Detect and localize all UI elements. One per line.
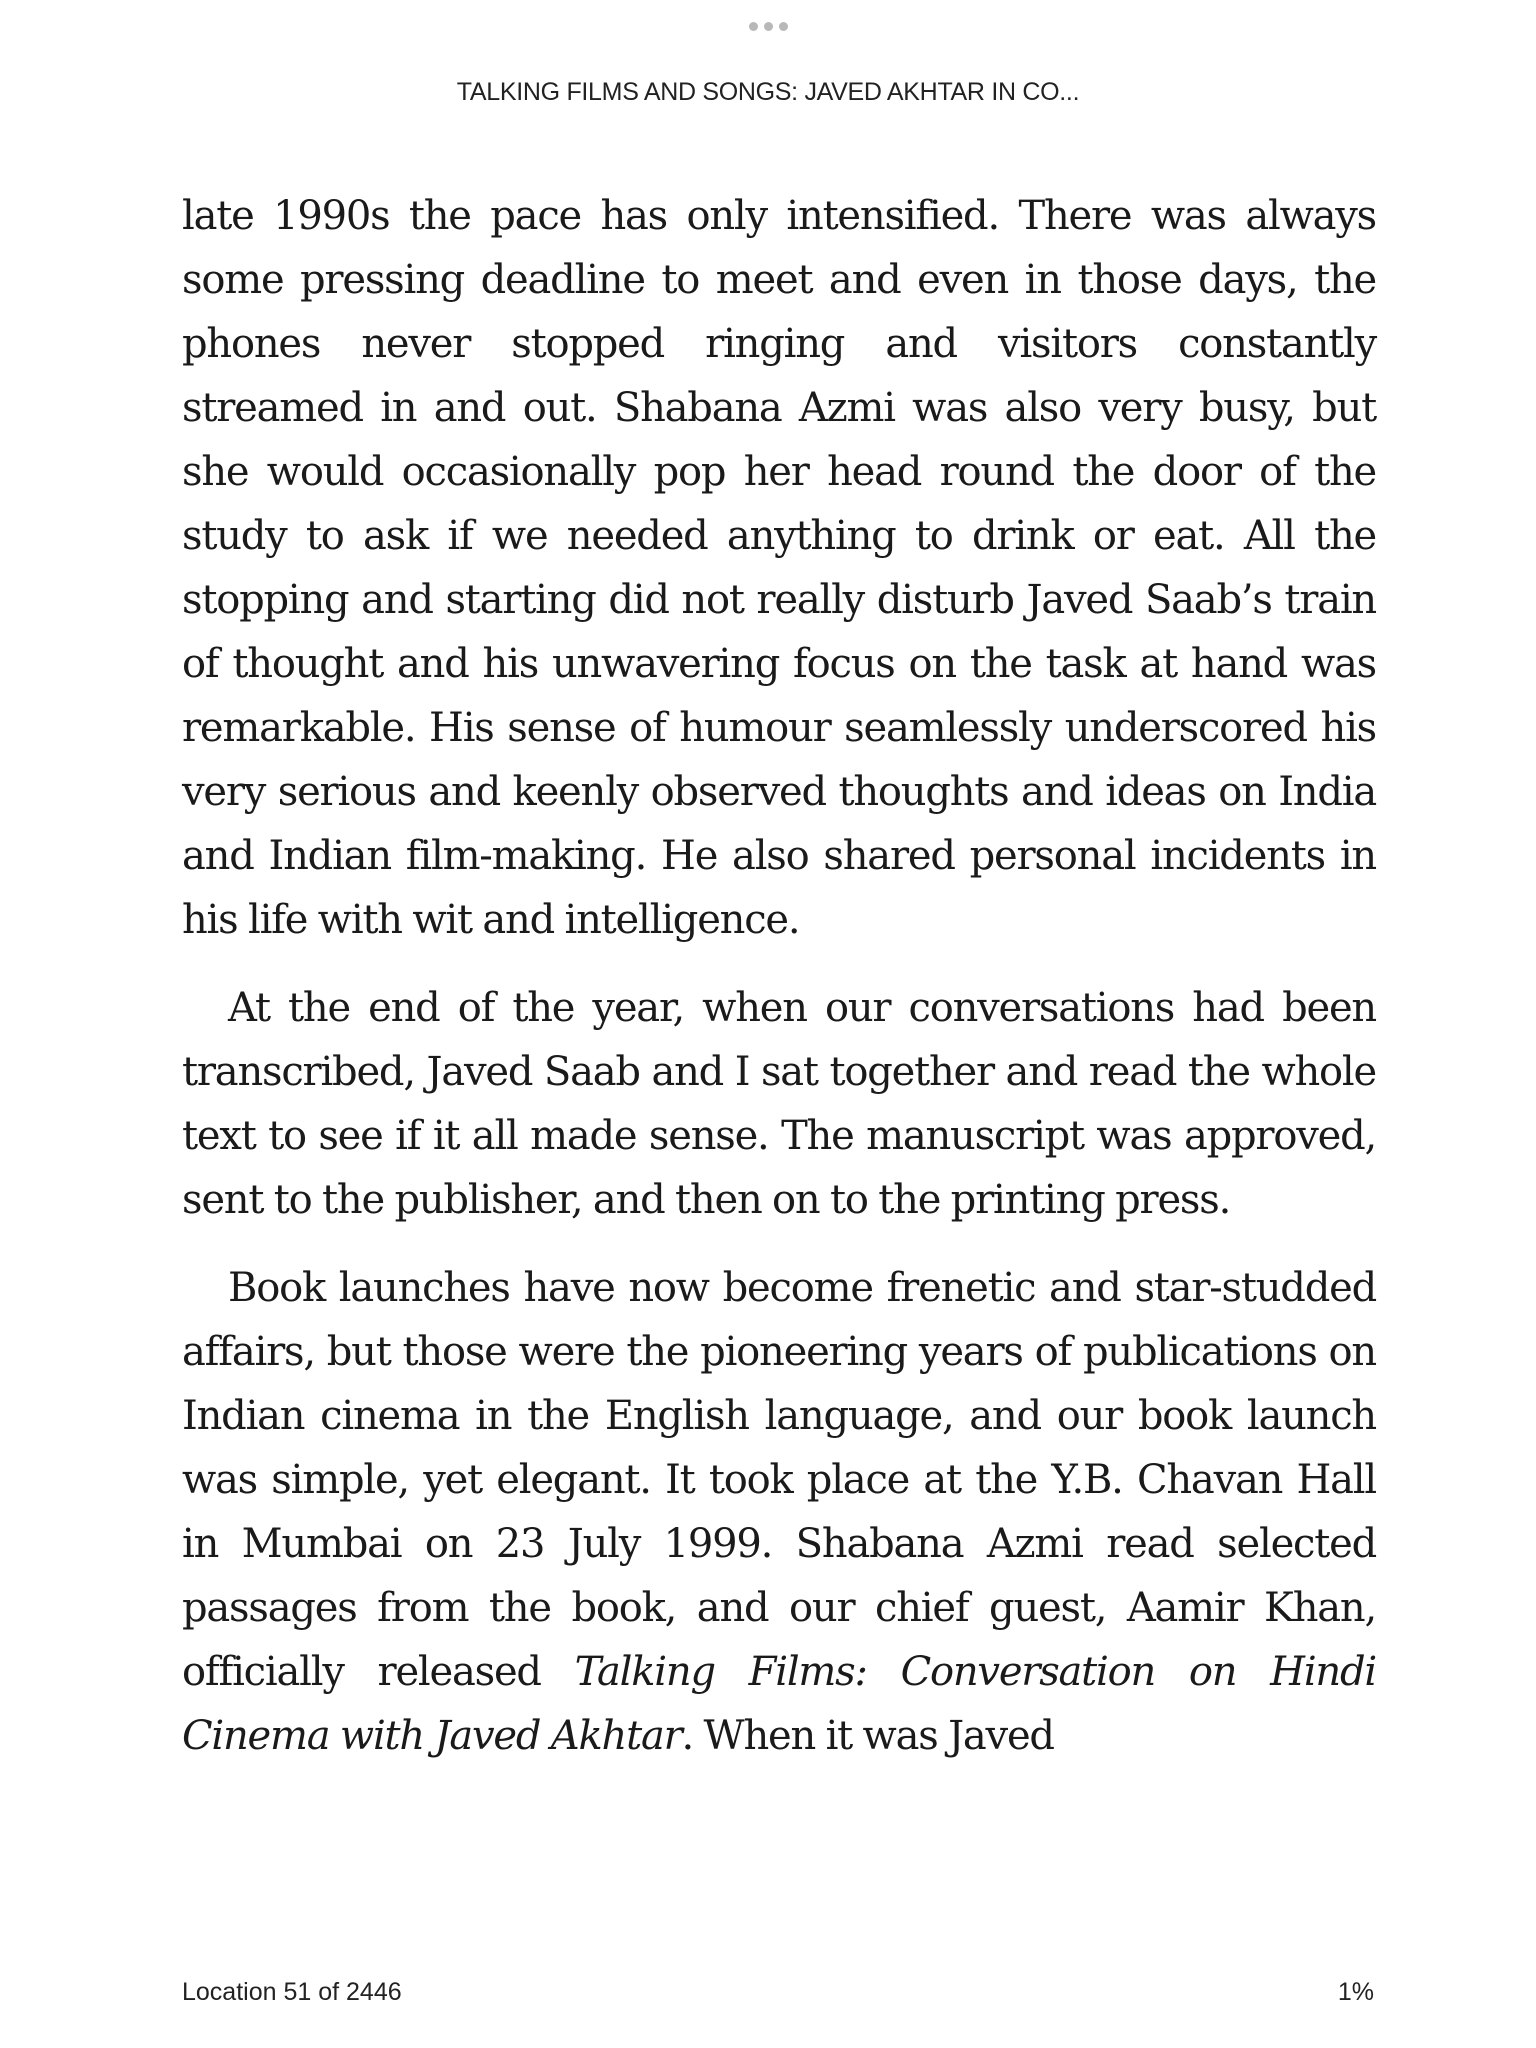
paragraph-1: late 1990s the pace has only intensified. There was always some pressing deadline to meet and even in those days, the phones never stopped ringing and visitors constantly streamed in and out. Shabana Azmi was also very busy, but she would occasionally pop her head round the door of the study to ask if we needed anything to drink or eat. All the stopping and starting did not really disturb Javed Saab’s train of thought and his unwavering focus on the task at hand was remarkable. His sense of humour seamlessly underscored his very serious and keenly observed thoughts and ideas on India and Indian film-making. He also shared personal incidents in his life with wit and intelligence. — [182, 193, 1376, 943]
paragraph-3-text-before: Book launches have now become frenetic and star-studded affairs, but those were the pioneering years of publications on Indian cinema in the English language, and our book launch was simple, yet elegant. It took place at the Y.B. Chavan Hall in Mumbai on 23 July 1999. Shabana Azmi read selected passages from the book, and our chief guest, Aamir Khan, officially released — [182, 1265, 1376, 1695]
dot — [764, 22, 773, 31]
progress-percent[interactable]: 1% — [1337, 1978, 1374, 2006]
dot — [749, 22, 758, 31]
paragraph-2: At the end of the year, when our conversations had been transcribed, Javed Saab and I sat together and read the whole text to see if it all made sense. The manuscript was approved, sent to the publisher, and then on to the printing press. — [182, 985, 1376, 1223]
book-title-italic: Talking Films: Conversation on Hindi Cinema with Javed Akhtar — [182, 1649, 1376, 1759]
paragraph-3 — [182, 1256, 1376, 1768]
dot — [779, 22, 788, 31]
location-indicator[interactable]: Location 51 of 2446 — [182, 1978, 402, 2006]
more-dots-icon[interactable] — [0, 18, 1536, 36]
page-text[interactable] — [182, 184, 1376, 1792]
book-title: TALKING FILMS AND SONGS: JAVED AKHTAR IN CO... — [456, 78, 1080, 106]
paragraph-3-text-after: . When it was Javed — [681, 1713, 1054, 1759]
